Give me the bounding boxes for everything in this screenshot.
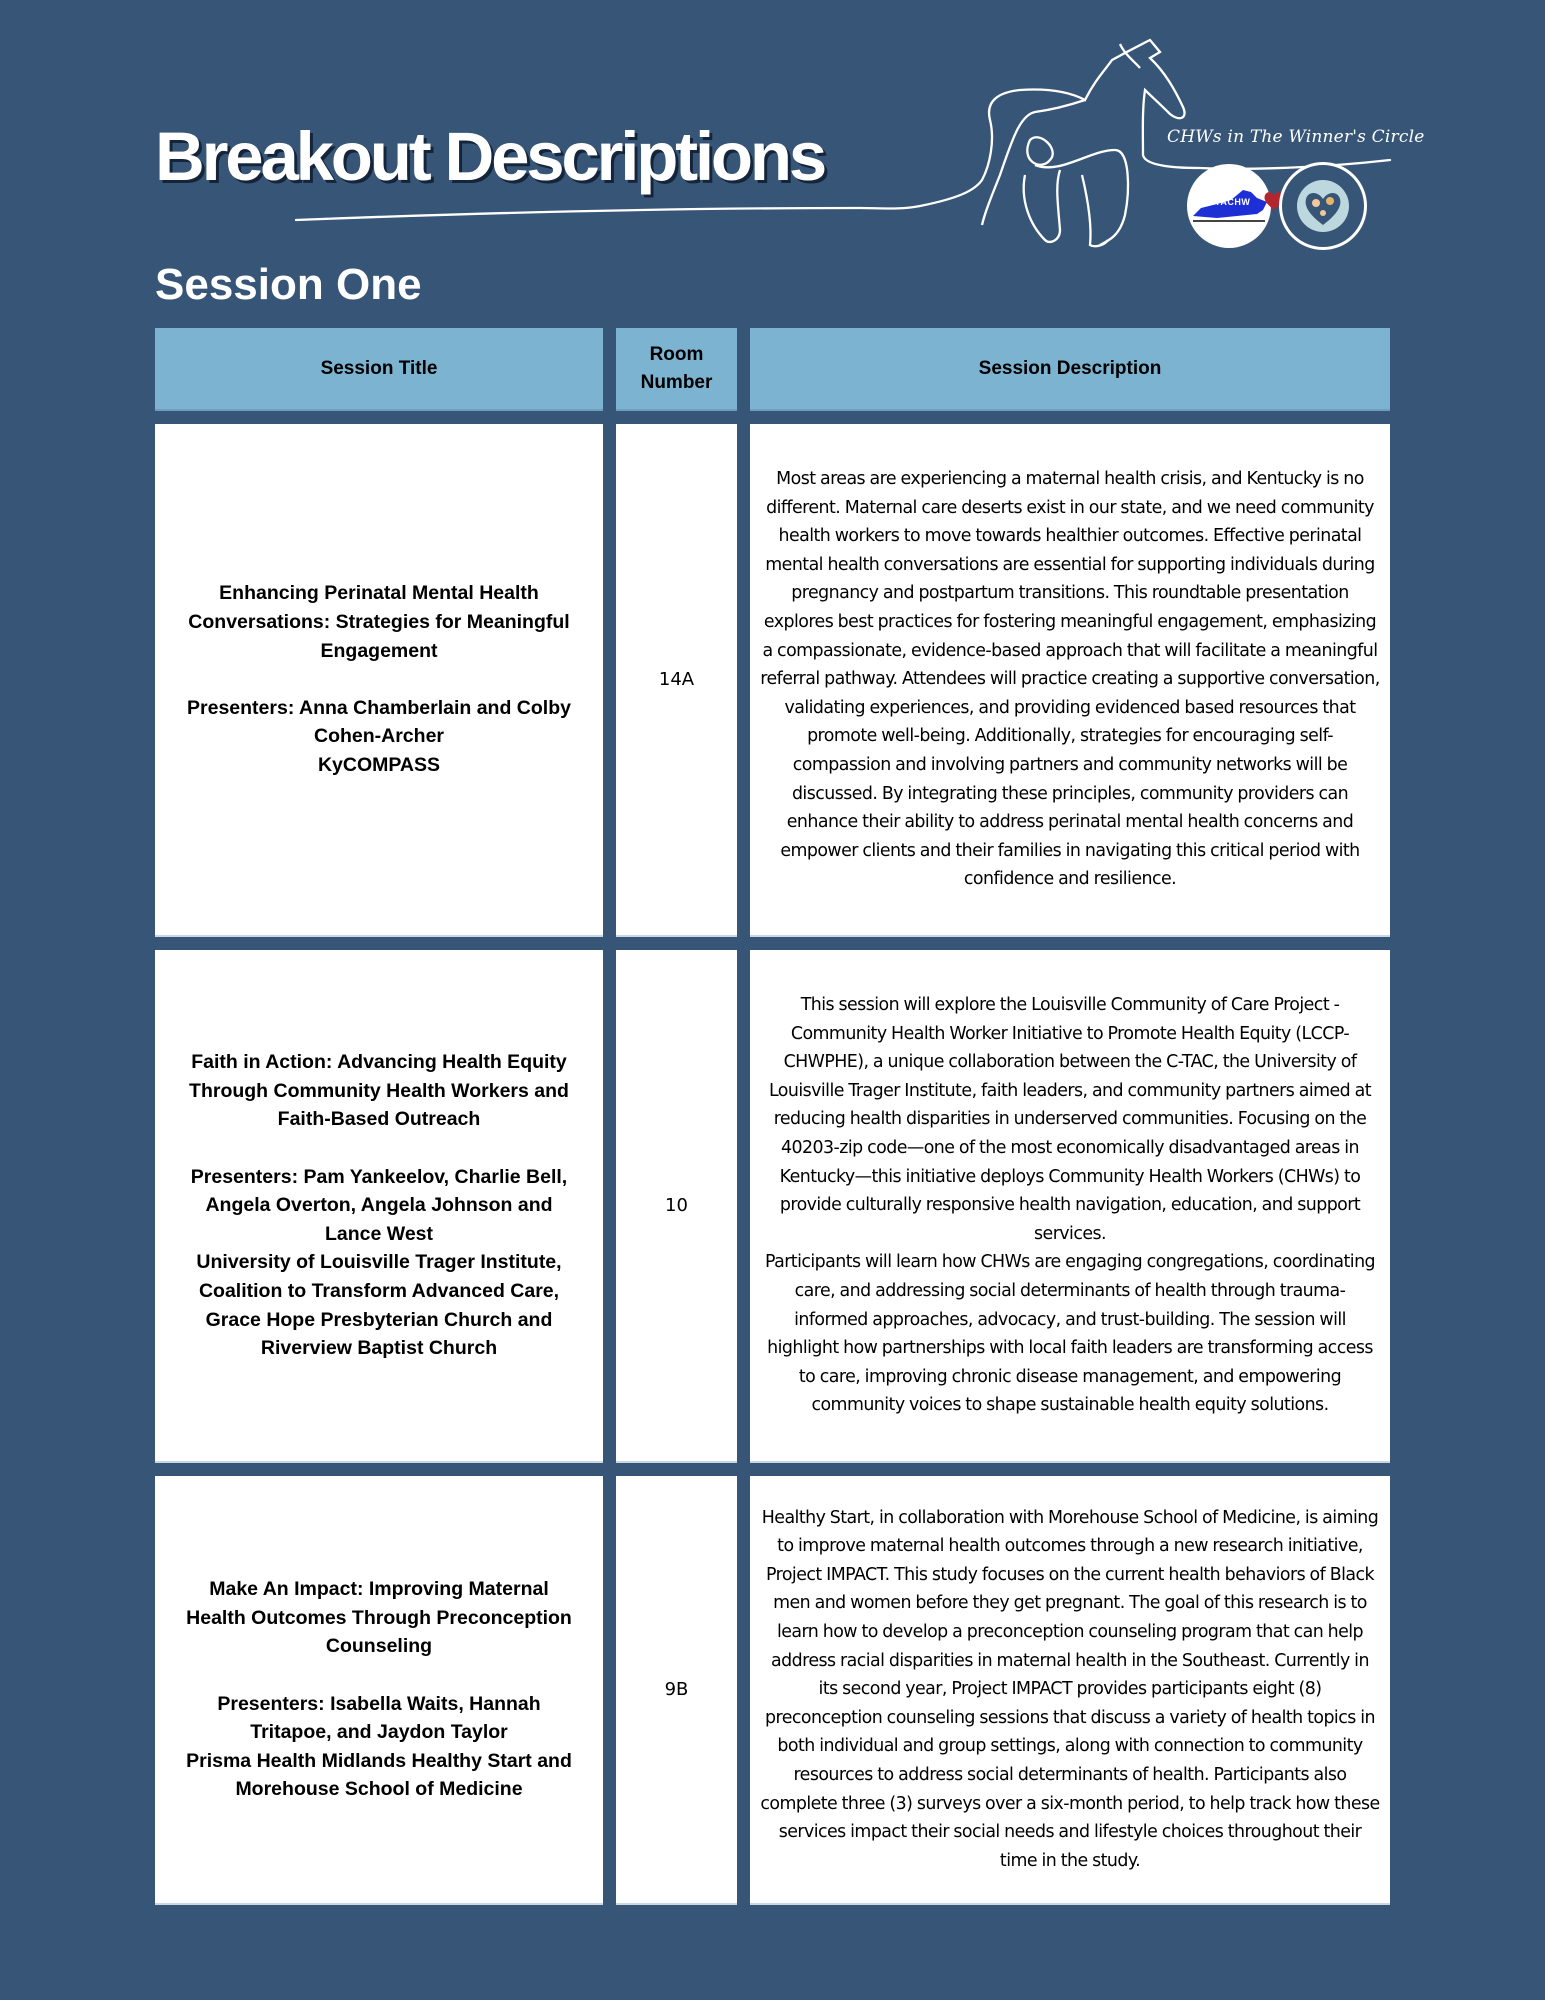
session-title-cell [155,1476,603,1905]
session-title-cell [155,950,603,1463]
session-presenters: Presenters: Anna Chamberlain and Colby Cohen-Archer [187,696,571,748]
kyachw-logo [1187,164,1271,248]
session-organization: Prisma Health Midlands Healthy Start and Morehouse School of Medicine [186,1749,572,1801]
room-number-cell [616,950,737,1463]
column-header-label: Session Description [978,357,1162,379]
page-title: Breakout Descriptions [155,118,824,195]
session-description-paragraph: This session will explore the Louisville Community of Care Project - Community Health Worker Initiative to Promote Health Equity (LCCP-CHWPHE), a unique collaboration between the C-TAC, the University of Louisville Trager Institute, faith leaders, and community partners aimed at reducing health disparities in underserved communities. Focusing on the 40203-zip code—one of the most economically disadvantaged areas in Kentucky—this initiative deploys Community Health Workers (CHWs) to provide culturally responsive health navigation, education, and support services. [768,995,1372,1244]
room-number-cell [616,1476,737,1905]
column-header-label: Session Title [320,357,438,379]
room-number: 9B [664,1679,689,1700]
session-title: Faith in Action: Advancing Health Equity Through Community Health Workers and Faith-Based Outreach [189,1051,569,1131]
kyachw-logo-label: KYACHW [1207,197,1251,207]
session-description-cell [750,424,1390,937]
event-tagline: CHWs in The Winner's Circle [1167,127,1425,147]
session-description-paragraph: Healthy Start, in collaboration with Morehouse School of Medicine, is aiming to improve maternal health outcomes through a new research initiative, Project IMPACT. This study focuses on the current health behaviors of Black men and women before they get pregnant. The goal of this research is to learn how to develop a preconception counseling program that can help address racial disparities in maternal health in the Southeast. Currently in its second year, Project IMPACT provides participants eight (8) preconception counseling sessions that discuss a variety of health topics in both individual and group settings, along with connection to community resources to address social determinants of health. Participants also complete three (3) surveys over a six-month period, to help track how these services impact their social needs and lifestyle choices throughout their time in the study. [760,1507,1380,1871]
session-title-cell [155,424,603,937]
session-description-paragraph: Participants will learn how CHWs are engaging congregations, coordinating care, and addressing social determinants of health through trauma-informed approaches, advocacy, and trust-building. The session will highlight how partnerships with local faith leaders are transforming access to care, improving chronic disease management, and empowering community voices to shape sustainable health equity solutions. [764,1252,1376,1416]
session-presenters: Presenters: Pam Yankeelov, Charlie Bell, Angela Overton, Angela Johnson and Lance West [190,1165,568,1245]
session-description-cell [750,1476,1390,1905]
session-organization: University of Louisville Trager Institute, Coalition to Transform Advanced Care, Grace Hope Presbyterian Church and Riverview Baptist Church [196,1251,562,1360]
session-title: Enhancing Perinatal Mental Health Conversations: Strategies for Meaningful Engagement [188,582,570,662]
session-title: Make An Impact: Improving Maternal Health Outcomes Through Preconception Counseling [186,1578,572,1658]
column-header-room-number [616,328,737,411]
section-title: Session One [155,260,422,309]
room-number: 14A [658,669,695,690]
southeast-chw-network-logo [1279,162,1367,250]
column-header-session-description [750,328,1390,411]
column-header-label: Room Number [640,343,713,393]
column-header-session-title [155,328,603,411]
session-presenters: Presenters: Isabella Waits, Hannah Tritapoe, and Jaydon Taylor [217,1692,541,1744]
session-description-paragraph: Most areas are experiencing a maternal health crisis, and Kentucky is no different. Maternal care deserts exist in our state, and we need community health workers to move towards healthier outcomes. Effective perinatal mental health conversations are essential for supporting individuals during pregnancy and postpartum transitions. This roundtable presentation explores best practices for fostering meaningful engagement, emphasizing a compassionate, evidence-based approach that will facilitate a meaningful referral pathway. Attendees will practice creating a supportive conversation, validating experiences, and providing evidenced based resources that promote well-being. Additionally, strategies for encouraging self-compassion and involving partners and community networks will be discussed. By integrating these principles, community providers can enhance their ability to address perinatal mental health concerns and empower clients and their families in navigating this critical period with confidence and resilience. [760,469,1380,890]
room-number: 10 [665,1195,688,1216]
session-organization: KyCOMPASS [317,753,441,776]
room-number-cell [616,424,737,937]
session-description-cell [750,950,1390,1463]
southeast-chw-network-badge-icon [1282,165,1364,247]
